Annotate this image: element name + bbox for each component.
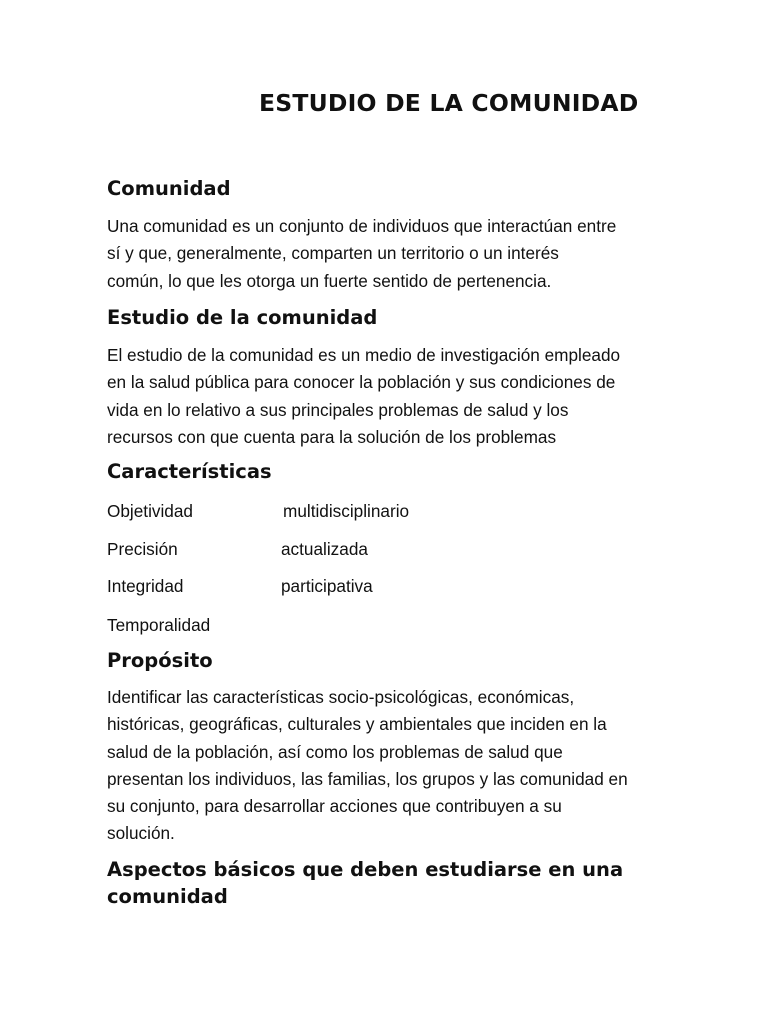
section-heading-aspectos [107,856,623,910]
paragraph-comunidad [107,213,667,295]
section-heading-estudio: Estudio de la comunidad [107,306,378,329]
characteristic-item: Precisión [107,539,178,559]
heading-line: comunidad [107,885,228,908]
characteristic-item: multidisciplinario [283,501,410,521]
characteristic-item: Integridad [107,576,184,596]
paragraph-line: recursos con que cuenta para la solución de los problemas [107,426,557,447]
section-heading-caracteristicas: Características [107,460,272,483]
characteristic-item: Objetividad [107,501,193,521]
section-heading-comunidad: Comunidad [107,177,231,200]
paragraph-line: Una comunidad es un conjunto de individuos que interactúan entre [107,216,617,236]
characteristic-item: Temporalidad [107,615,211,635]
paragraph-line: sí y que, generalmente, comparten un territorio o un interés [107,243,559,264]
paragraph-line: El estudio de la comunidad es un medio de investigación empleado [107,345,621,365]
paragraph-line: en la salud pública para conocer la población y sus condiciones de [107,372,616,393]
paragraph-line: vida en lo relativo a sus principales problemas de salud y los [107,399,569,420]
section-heading-proposito: Propósito [107,649,213,672]
paragraph-line: solución. [107,823,175,844]
paragraph-proposito [107,684,667,848]
paragraph-line: su conjunto, para desarrollar acciones que contribuyen a su [107,796,562,817]
paragraph-line: salud de la población, así como los problemas de salud que [107,741,563,762]
paragraph-line: Identificar las características socio-psicológicas, económicas, [107,687,575,707]
characteristic-item: participativa [281,576,373,596]
characteristic-item: actualizada [281,539,368,559]
paragraph-estudio [107,342,667,451]
document-title: ESTUDIO DE LA COMUNIDAD [259,89,639,117]
paragraph-line: común, lo que les otorga un fuerte sentido de pertenencia. [107,270,552,291]
paragraph-line: presentan los individuos, las familias, los grupos y las comunidad en [107,768,628,789]
heading-line: Aspectos básicos que deben estudiarse en una [107,858,624,881]
paragraph-line: históricas, geográficas, culturales y ambientales que inciden en la [107,714,607,735]
